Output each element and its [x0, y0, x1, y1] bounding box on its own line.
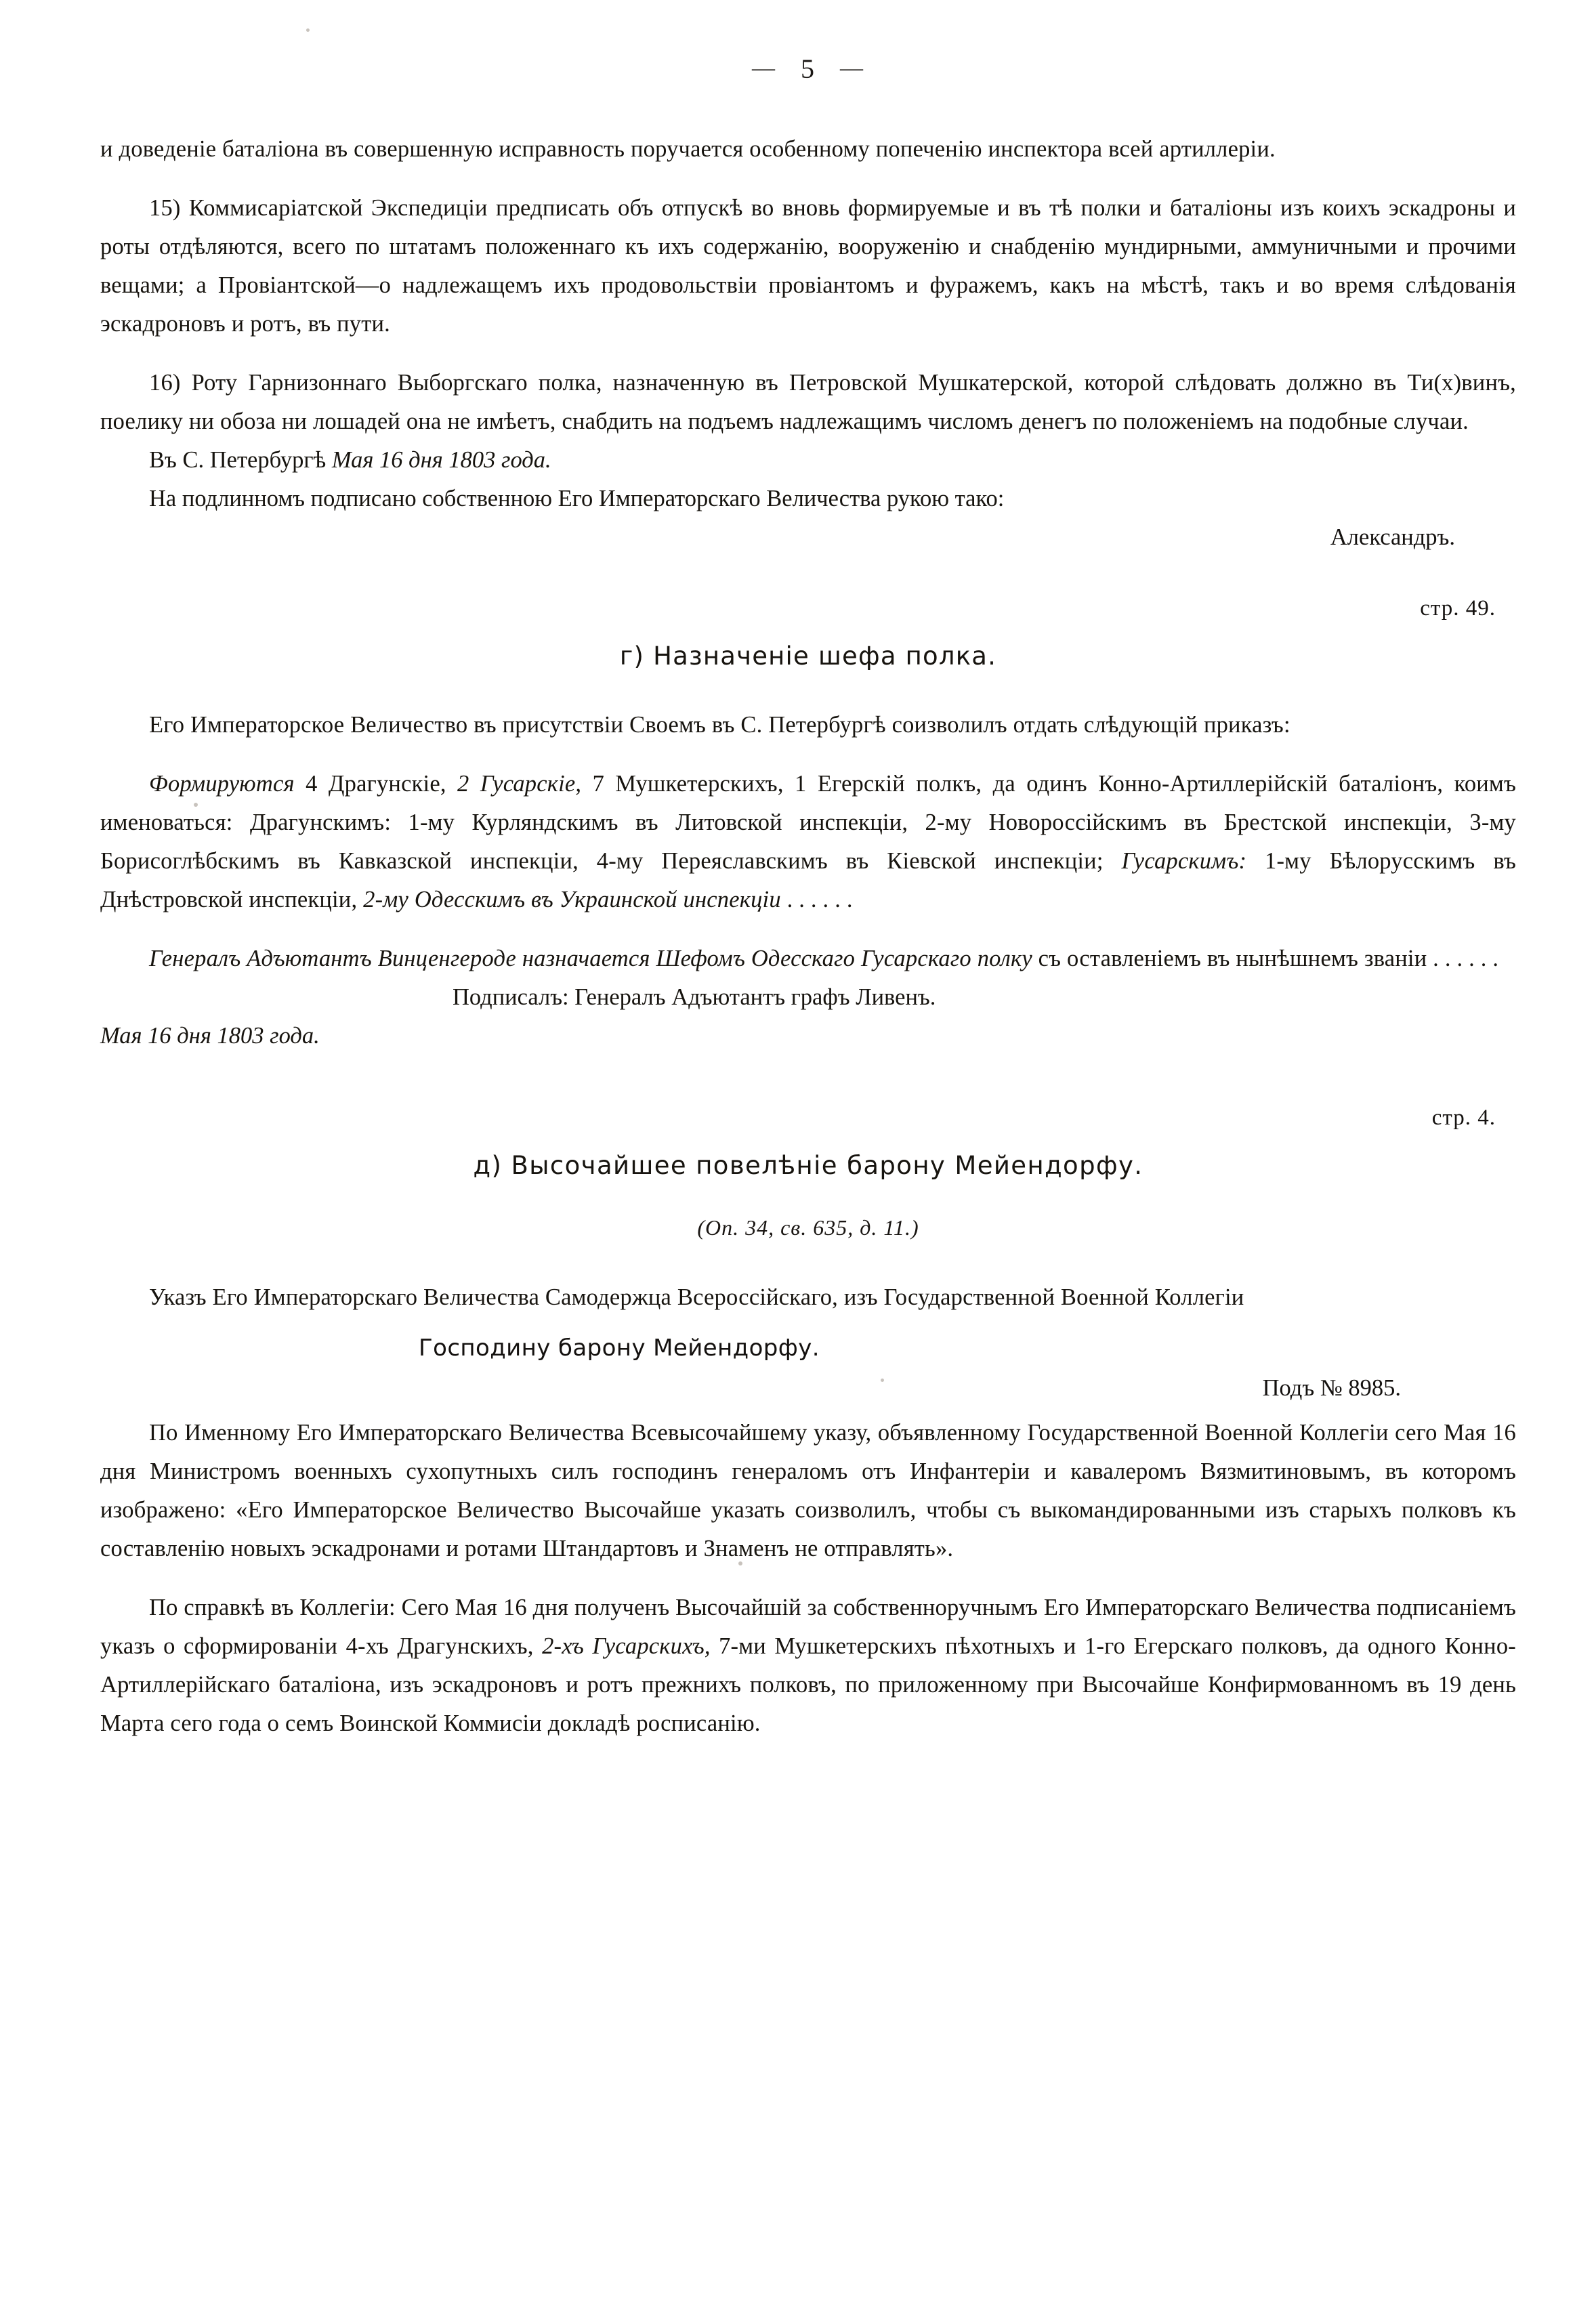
body-run-3: 1-му Бѣлорусскимъ въ Днѣстровской инспекціи, [100, 848, 1516, 912]
body-run-2: 7 Мушкетерскихъ, 1 Егерскій полкъ, да одинъ Конно-Артиллерійскій баталіонъ, коимъ именоваться: Драгунскимъ: 1-му Курляндскимъ въ Литовской инспекціи, 2-му Новороссійскимъ въ Брестской инспекціи, 3-му Борисоглѣбскимъ въ Кавказской инспекціи, 4-му Переяславскимъ въ Кіевской инспекціи; [100, 771, 1517, 874]
section-d-paragraph-2 [100, 1589, 1516, 1743]
paragraph-item-15: 15) Коммисаріатской Экспедиціи предписать объ отпускѣ во вновь формируемые и въ тѣ полки и баталіоны изъ коихъ эскадроны и роты отдѣляются, всего по штатамъ положеннаго къ ихъ содержанію, вооруженію и снабденію мундирными, аммуничными и прочими вещами; а Провіантской—о надлежащемъ ихъ продовольствіи провіантомъ и фуражемъ, какъ на мѣстѣ, такъ и во время слѣдованія эскадроновъ и ротъ, въ пути. [100, 195, 1516, 337]
section-g-date: Мая 16 дня 1803 года. [100, 1023, 320, 1049]
body-ital-3: Гусарскимъ: [1121, 848, 1247, 874]
signature-note: На подлинномъ подписано собственною Его Императорскаго Величества рукою тако: [149, 486, 1005, 511]
body-ital-4: 2-му Одесскимъ въ Украинской инспекціи [363, 887, 781, 912]
p2-run-2: 7-ми Мушкетерскихъ пѣхотныхъ и 1-го Егерскаго полковъ, да одного Конно-Артиллерійскаго баталіона, изъ эскадроновъ и ротъ прежнихъ полковъ, по приложенному при Высочайше Конфирмованномъ въ 19 день Марта сего года о семъ Воинской Коммисіи докладѣ росписанію. [100, 1633, 1516, 1736]
source-ref-d: стр. 4. [1431, 1106, 1496, 1130]
body-ital-1: Формируются [149, 771, 295, 797]
p2-ital: 2-хъ Гусарскихъ, [542, 1633, 711, 1659]
paragraph-item-16: 16) Роту Гарнизоннаго Выборгскаго полка, назначенную въ Петровской Мушкатерской, которой слѣдовать должно въ Ти(х)винъ, поелику ни обоза ни лошадей она не имѣетъ, снабдить на подъемъ надлежащимъ числомъ денегъ по положеніемъ на подобные случаи. [100, 370, 1516, 434]
section-heading-g: г) Назначеніе шефа полка. [619, 642, 997, 671]
section-d-paragraph-1: По Именному Его Императорскаго Величества Всевысочайшему указу, объявленному Государственной Военной Коллегіи сего Мая 16 дня Министромъ военныхъ сухопутныхъ силъ господинъ генераломъ отъ Инфантеріи и кавалеромъ Вязмитиновымъ, въ которомъ изображено: «Его Императорское Величество Высочайше указать соизволилъ, чтобы съ выкомандированными изъ старыхъ полковъ къ составленію новыхъ эскадронами и ротами Штандартовъ и Знаменъ не отправлять». [100, 1420, 1516, 1561]
p2-run-1: По справкѣ въ Коллегіи: Сего Мая 16 дня полученъ Высочайшій за собственноручнымъ Его Императорскаго Величества подписаніемъ указъ о сформированіи 4-хъ Драгунскихъ, [100, 1595, 1516, 1659]
addressee-line: Господину барону Мейендорфу. [419, 1334, 820, 1362]
paragraph-continued: и доведеніе баталіона въ совершенную исправность поручается особенному попеченію инспектора всей артиллеріи. [100, 136, 1276, 162]
folio-dash-right: — [840, 56, 864, 81]
para2-ital: Генералъ Адъютантъ Винценгероде назначается Шефомъ Одесскаго Гусарскаго полку [149, 946, 1032, 971]
place-date-italic: Мая 16 дня 1803 года. [331, 447, 551, 473]
folio-dash-left: — [752, 56, 776, 81]
section-g-signed-by: Подписалъ: Генералъ Адъютантъ графъ Ливенъ. [453, 984, 936, 1010]
imperial-signature: Александръ. [1330, 524, 1455, 550]
section-heading-d: д) Высочайшее повелѣніе барону Мейендорфу. [473, 1151, 1143, 1180]
body-ital-2: 2 Гусарскіе, [457, 771, 582, 797]
page-folio [100, 53, 1516, 88]
body-run-4: . . . . . . [780, 887, 853, 912]
archival-reference: (Оп. 34, св. 635, д. 11.) [697, 1215, 919, 1240]
body-run-1: 4 Драгунскіе, [294, 771, 458, 797]
ukaz-paragraph: Указъ Его Императорскаго Величества Самодержца Всероссійскаго, изъ Государственной Военной Коллегіи [149, 1284, 1244, 1310]
place-prefix: Въ С. Петербургѣ [149, 447, 332, 473]
section-g-intro: Его Императорское Величество въ присутствіи Своемъ въ С. Петербургѣ соизволилъ отдать слѣдующій приказъ: [149, 712, 1290, 738]
under-number: Подъ № 8985. [1262, 1375, 1401, 1401]
para2-run: съ оставленіемъ въ нынѣшнемъ званіи . . . . . . [1032, 946, 1499, 971]
place-date-line [100, 441, 1516, 480]
section-g-para2 [100, 940, 1516, 978]
section-g-body [100, 765, 1516, 919]
source-ref-g: стр. 49. [1420, 596, 1496, 621]
folio-number: 5 [801, 54, 816, 84]
